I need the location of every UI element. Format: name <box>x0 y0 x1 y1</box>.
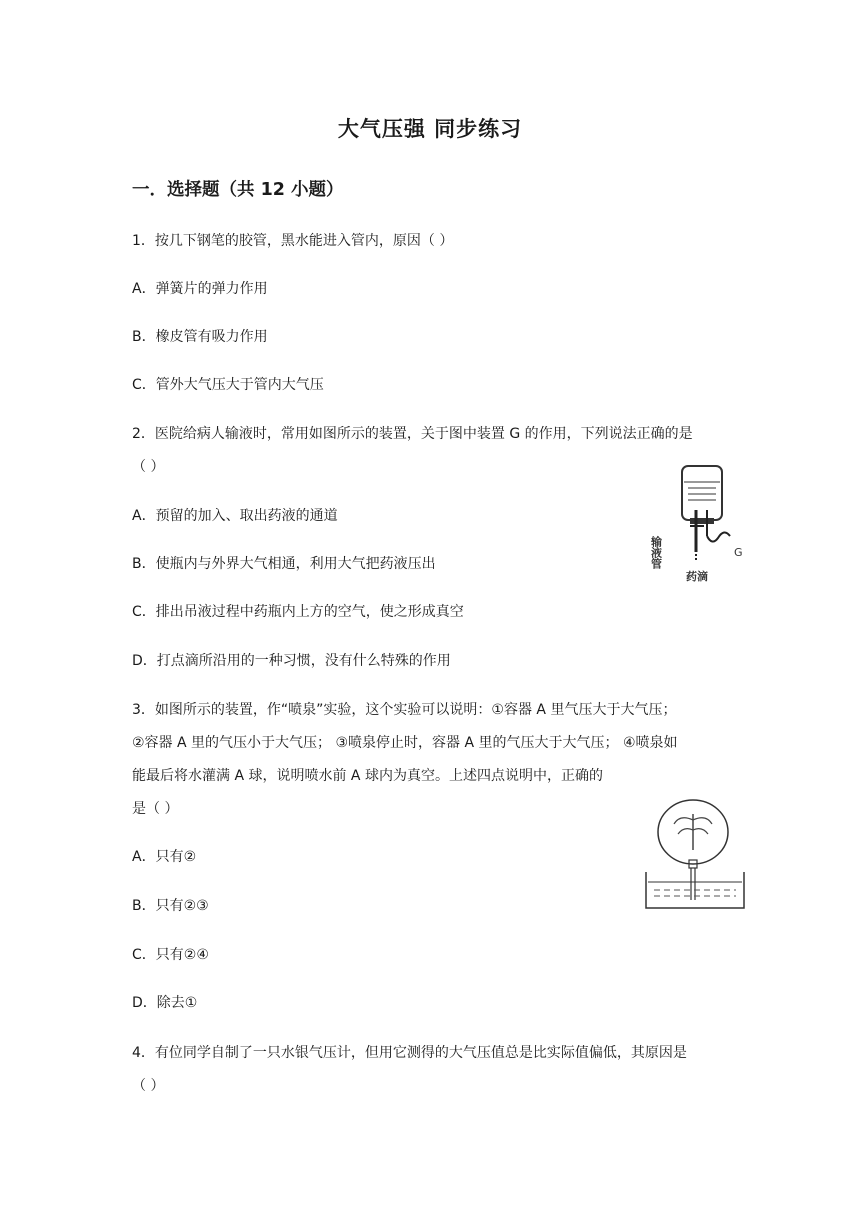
fountain-figure <box>640 796 750 914</box>
page-title: 大气压强 同步练习 <box>337 117 523 141</box>
q2-stem-line1: 2．医院给病人输液时，常用如图所示的装置，关于图中装置 G 的作用，下列说法正确的是 <box>132 426 693 442</box>
q1-stem: 1．按几下钢笔的胶管，黑水能进入管内，原因（ ） <box>132 233 454 249</box>
section-heading: 一．选择题（共 12 小题） <box>132 180 344 200</box>
iv-drip-figure <box>650 462 750 586</box>
q1-option-a: A．弹簧片的弹力作用 <box>132 281 268 297</box>
q2-option-b: B．使瓶内与外界大气相通，利用大气把药液压出 <box>132 556 436 572</box>
q3-stem-line4: 是（ ） <box>132 801 179 817</box>
q2-option-d: D．打点滴所沿用的一种习惯，没有什么特殊的作用 <box>132 653 451 669</box>
iv-tube-label: 输液管 <box>650 536 663 569</box>
iv-drop-label: 药滴 <box>686 570 708 583</box>
q2-stem-line2: （ ） <box>132 459 165 475</box>
q3-option-c: C．只有②④ <box>132 947 209 963</box>
q3-option-a: A．只有② <box>132 849 197 865</box>
q1-option-c: C．管外大气压大于管内大气压 <box>132 377 324 393</box>
iv-g-label: G <box>734 546 743 559</box>
q3-stem-line3: 能最后将水灌满 A 球，说明喷水前 A 球内为真空。上述四点说明中，正确的 <box>132 768 603 784</box>
q3-stem-line1: 3．如图所示的装置，作“喷泉”实验，这个实验可以说明：①容器 A 里气压大于大气压； <box>132 702 677 718</box>
q1-option-b: B．橡皮管有吸力作用 <box>132 329 268 345</box>
q3-stem-line2: ②容器 A 里的气压小于大气压； ③喷泉停止时，容器 A 里的气压大于大气压； ④喷泉如 <box>132 735 678 751</box>
q3-option-b: B．只有②③ <box>132 898 209 914</box>
q4-stem-line2: （ ） <box>132 1078 165 1094</box>
q4-stem-line1: 4．有位同学自制了一只水银气压计，但用它测得的大气压值总是比实际值偏低，其原因是 <box>132 1045 687 1061</box>
q2-option-a: A．预留的加入、取出药液的通道 <box>132 508 338 524</box>
q3-option-d: D．除去① <box>132 995 198 1011</box>
q2-option-c: C．排出吊液过程中药瓶内上方的空气，使之形成真空 <box>132 604 464 620</box>
